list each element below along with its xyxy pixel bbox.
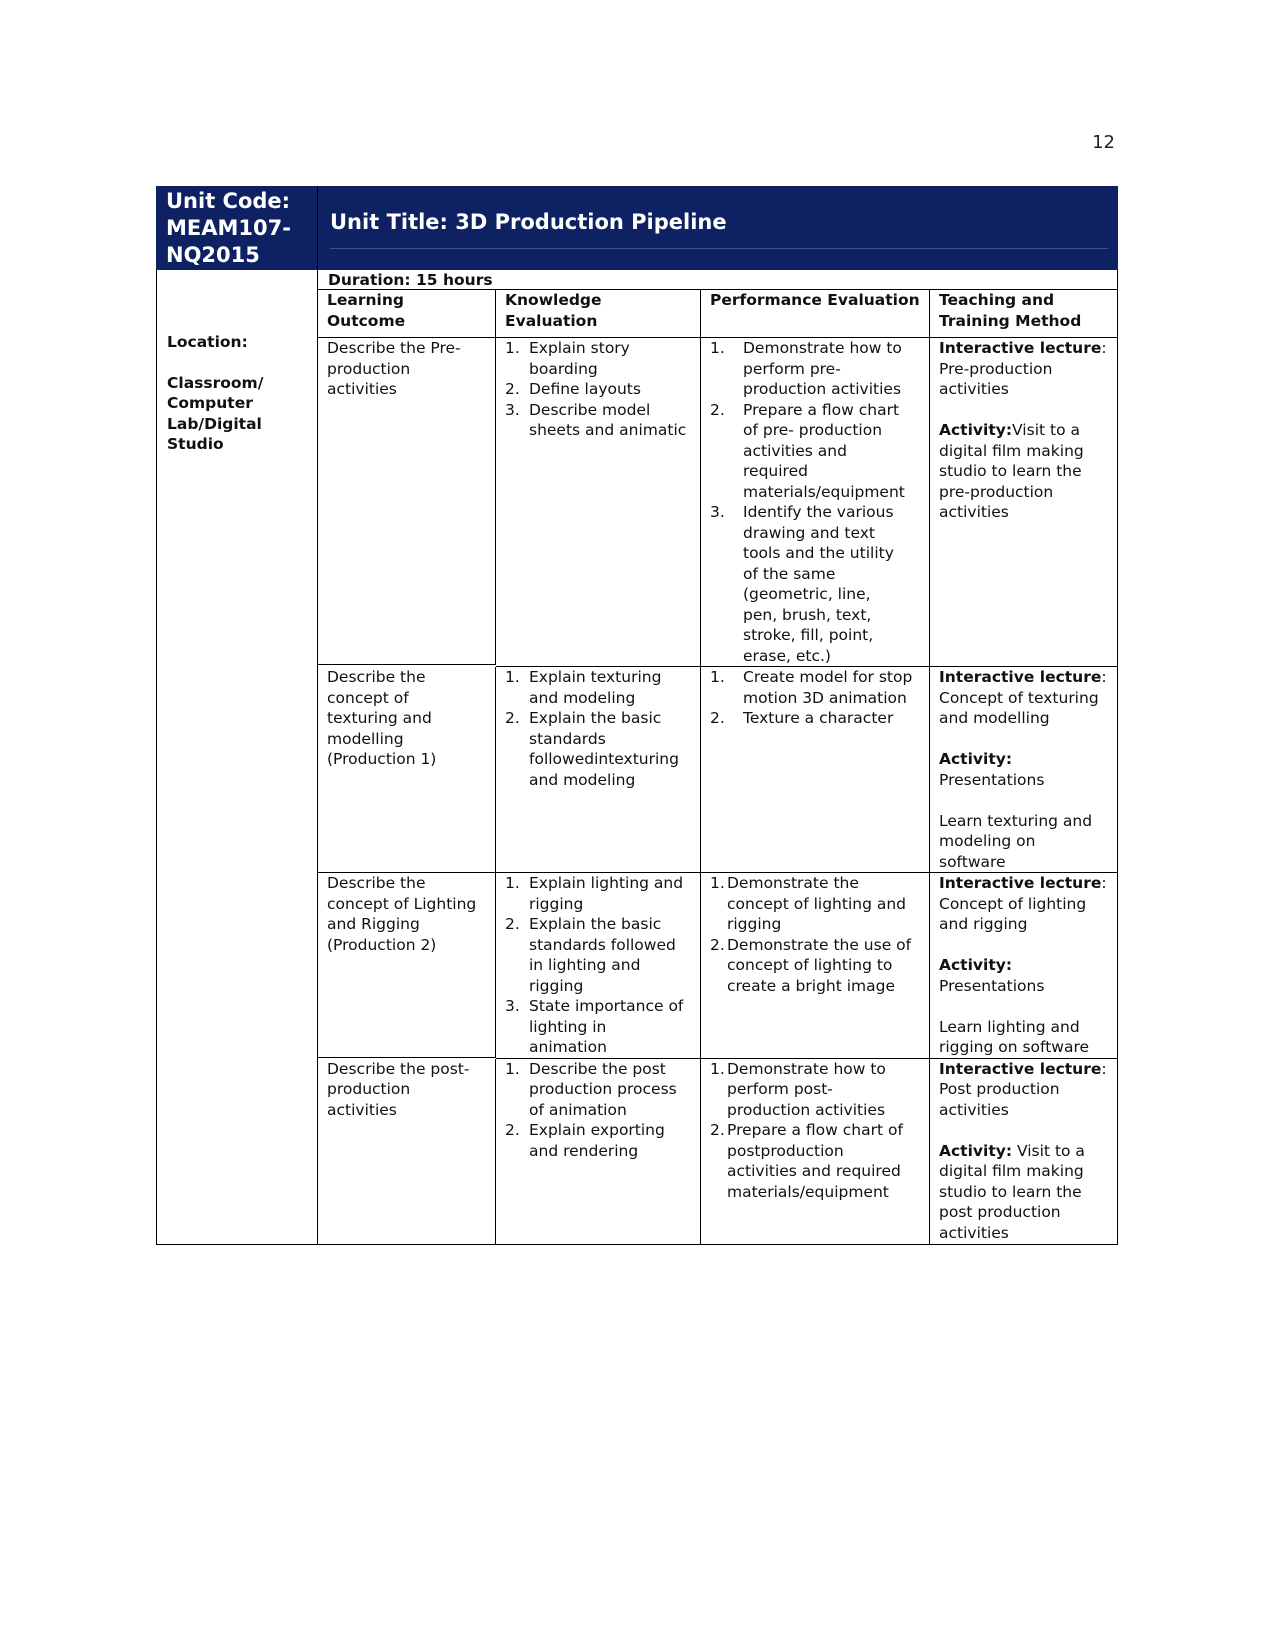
text-line: concept of lighting to xyxy=(727,956,893,974)
text-line: Demonstrate the use of xyxy=(727,935,912,954)
list-item xyxy=(505,400,691,441)
text-line: digital film making xyxy=(939,1162,1084,1180)
list-item xyxy=(505,1120,691,1161)
text-line: and rendering xyxy=(529,1141,639,1160)
text-line: of pre- production xyxy=(743,421,883,439)
list-number: 1. xyxy=(710,1059,725,1078)
performance-cell xyxy=(701,873,930,1059)
list-number: 2. xyxy=(710,709,725,727)
text-line: Visit to a xyxy=(1012,421,1080,439)
method-cell: Interactive lecture: Pre-production activities Activity:Visit to a digital film making studio to learn the pre-production activities xyxy=(930,338,1117,667)
list-number: 2. xyxy=(710,400,725,419)
text-line: production activities xyxy=(743,380,902,398)
outcome-line: concept of xyxy=(327,688,409,707)
text-line: activities xyxy=(939,1223,1009,1242)
text-line: activities xyxy=(939,503,1009,521)
outcome-line: modelling xyxy=(327,729,404,748)
text-line: Demonstrate the xyxy=(727,874,859,892)
list-item xyxy=(505,914,691,996)
title-rule xyxy=(330,248,1108,249)
text-line: materials/equipment xyxy=(743,482,905,501)
list-number: 2. xyxy=(505,915,520,933)
text-line: in lighting and xyxy=(529,956,641,974)
outcome-line: Describe the Pre- xyxy=(327,339,461,357)
text-line: materials/equipment xyxy=(727,1182,889,1201)
list-item xyxy=(710,667,920,708)
text-line: rigging xyxy=(529,976,584,995)
outcome-line: Describe the xyxy=(327,874,426,892)
text-line: digital film making xyxy=(939,441,1084,460)
text-line: software xyxy=(939,852,1006,871)
outcome-cell xyxy=(318,1059,496,1244)
method-cell: Interactive lecture: Concept of lighting and rigging Activity: Presentations Learn lighting and rigging on software xyxy=(930,873,1117,1059)
text-line: of the same xyxy=(743,564,836,583)
outcome-line: concept of Lighting xyxy=(327,894,477,913)
unit-code-line: Unit Code: xyxy=(166,188,291,213)
text-line: Prepare a flow chart of xyxy=(727,1121,903,1139)
text-line: tools and the utility xyxy=(743,544,894,562)
list-item xyxy=(505,1059,691,1121)
unit-code xyxy=(156,186,318,270)
activity-label: Activity: xyxy=(939,421,1013,439)
outcome-line: (Production 2) xyxy=(327,935,437,954)
activity-label: Activity: xyxy=(939,956,1013,974)
table-body xyxy=(156,270,1118,1245)
text-line: rigging on software xyxy=(939,1038,1090,1056)
list-item xyxy=(505,667,691,708)
text-line: required xyxy=(743,462,808,480)
location-line: Lab/Digital xyxy=(167,414,262,433)
list-number: 1. xyxy=(710,874,725,892)
text-line: Presentations xyxy=(939,976,1045,995)
text-line: production process xyxy=(529,1080,677,1098)
list-item xyxy=(710,400,920,503)
text-line: Concept of texturing xyxy=(939,688,1099,707)
text-line: activities xyxy=(939,1100,1009,1119)
text-line: Define layouts xyxy=(529,380,641,398)
outcome-line: (Production 1) xyxy=(327,750,437,768)
location-line: Studio xyxy=(167,435,224,453)
outcome-cell xyxy=(318,667,496,873)
text-line: followedintexturing xyxy=(529,750,679,768)
text-line: Explain exporting xyxy=(529,1121,665,1139)
text-line: rigging xyxy=(529,894,584,913)
text-line: Describe model xyxy=(529,400,651,419)
text-line: Explain story xyxy=(529,339,630,357)
knowledge-cell xyxy=(496,667,701,873)
list-number: 3. xyxy=(505,997,520,1015)
text-line: standards xyxy=(529,729,606,748)
column-header-knowledge: Knowledge Evaluation xyxy=(496,290,701,338)
outcome-line: activities xyxy=(327,380,397,398)
list-number: 2. xyxy=(710,935,725,954)
text-line: (geometric, line, xyxy=(743,585,871,603)
text-line: perform post- xyxy=(727,1080,833,1098)
performance-cell xyxy=(701,338,930,667)
outcome-line: production xyxy=(327,1080,411,1098)
list-item xyxy=(505,338,691,379)
knowledge-cell xyxy=(496,1059,701,1244)
activity-label: Activity: xyxy=(939,750,1013,768)
knowledge-cell xyxy=(496,873,701,1059)
column-header-performance: Performance Evaluation xyxy=(701,290,930,338)
text-line: State importance of xyxy=(529,997,684,1015)
list-number: 1. xyxy=(505,668,520,686)
text-line: Prepare a flow chart xyxy=(743,400,900,419)
text-line: Demonstrate how to xyxy=(743,339,902,357)
outcome-line: texturing and xyxy=(327,709,432,727)
text-line: studio to learn the xyxy=(939,1182,1082,1201)
column-header-method: Teaching and Training Method xyxy=(930,290,1117,338)
list-number: 2. xyxy=(505,380,520,398)
outcome-cell xyxy=(318,338,496,665)
text-line: production activities xyxy=(727,1100,886,1119)
table-header xyxy=(156,186,1118,270)
activity-label: Activity: xyxy=(939,1141,1013,1160)
list-number: 1. xyxy=(505,874,520,892)
text-line: erase, etc.) xyxy=(743,646,831,665)
text-line: postproduction xyxy=(727,1141,844,1160)
text-line: Pre-production xyxy=(939,359,1053,378)
text-line: lighting in xyxy=(529,1017,607,1036)
list-item xyxy=(505,708,691,790)
list-number: 3. xyxy=(710,503,725,521)
text-line: and rigging xyxy=(939,915,1028,933)
location-cell xyxy=(157,270,318,1244)
outcome-line: production xyxy=(327,359,411,378)
page-number: 12 xyxy=(1092,132,1115,153)
text-line: sheets and animatic xyxy=(529,421,687,439)
text-line: activities xyxy=(939,380,1009,398)
text-line: Identify the various xyxy=(743,503,894,521)
location-label: Location: xyxy=(167,333,248,351)
lecture-label: Interactive lecture xyxy=(939,874,1102,892)
outcome-cell xyxy=(318,873,496,1058)
text-line: Explain the basic xyxy=(529,915,662,933)
text-line: standards followed xyxy=(529,935,676,954)
text-line: Texture a character xyxy=(743,709,894,727)
duration: Duration: 15 hours xyxy=(318,270,1117,290)
text-line: pre-production xyxy=(939,482,1054,501)
location-line: Classroom/ xyxy=(167,373,264,392)
text-line: of animation xyxy=(529,1100,627,1119)
text-line: studio to learn the xyxy=(939,462,1082,480)
list-item xyxy=(710,502,920,666)
lecture-label: Interactive lecture xyxy=(939,668,1102,686)
unit-code-line: NQ2015 xyxy=(166,242,260,267)
text-line: drawing and text xyxy=(743,523,875,542)
text-line: stroke, fill, point, xyxy=(743,626,874,644)
text-line: pen, brush, text, xyxy=(743,605,872,624)
main-column xyxy=(318,270,1117,1244)
column-header-outcome: Learning Outcome xyxy=(318,290,496,338)
text-line: create a bright image xyxy=(727,976,896,995)
text-line: Describe the post xyxy=(529,1059,666,1078)
list-item xyxy=(505,873,691,914)
list-item xyxy=(710,708,920,729)
list-number: 3. xyxy=(505,400,520,419)
unit-code-line: MEAM107- xyxy=(166,215,291,240)
text-line: Learn texturing and xyxy=(939,811,1093,830)
list-item xyxy=(505,379,691,400)
outcome-grid xyxy=(318,290,1117,1244)
location-line: Computer xyxy=(167,394,253,412)
outcome-line: Describe the xyxy=(327,668,426,686)
text-line: Create model for stop xyxy=(743,668,913,686)
text-line: Presentations xyxy=(939,770,1045,789)
text-line: activities and required xyxy=(727,1162,901,1180)
lecture-label: Interactive lecture xyxy=(939,1059,1102,1078)
unit-table xyxy=(156,186,1118,1245)
text-line: post production xyxy=(939,1203,1061,1221)
list-number: 1. xyxy=(505,1059,520,1078)
performance-cell xyxy=(701,1059,930,1244)
method-cell: Interactive lecture: Concept of texturing and modelling Activity: Presentations Learn texturing and modeling on software xyxy=(930,667,1117,873)
text-line: and modelling xyxy=(939,709,1050,727)
text-line: and modeling xyxy=(529,688,636,707)
text-line: Explain texturing xyxy=(529,668,662,686)
text-line: activities and xyxy=(743,441,847,460)
text-line: perform pre- xyxy=(743,359,841,378)
text-line: Explain lighting and xyxy=(529,874,684,892)
list-number: 2. xyxy=(505,1121,520,1139)
list-item xyxy=(710,1120,920,1202)
text-line: and modeling xyxy=(529,770,636,789)
text-line: rigging xyxy=(727,915,782,933)
lecture-label: Interactive lecture xyxy=(939,339,1102,357)
performance-cell xyxy=(701,667,930,873)
unit-title: Unit Title: 3D Production Pipeline xyxy=(330,210,727,234)
list-item xyxy=(505,996,691,1058)
list-number: 1. xyxy=(710,339,725,357)
list-number: 2. xyxy=(710,1121,725,1139)
outcome-line: and Rigging xyxy=(327,915,420,933)
text-line: animation xyxy=(529,1038,607,1056)
knowledge-cell xyxy=(496,338,701,667)
text-line: Visit to a xyxy=(1016,1141,1085,1160)
outcome-line: activities xyxy=(327,1100,397,1119)
list-item xyxy=(710,935,920,997)
list-number: 1. xyxy=(505,339,520,357)
text-line: concept of lighting and xyxy=(727,894,907,913)
text-line: boarding xyxy=(529,359,598,378)
text-line: Demonstrate how to xyxy=(727,1059,886,1078)
list-number: 2. xyxy=(505,709,520,727)
text-line: Explain the basic xyxy=(529,709,662,727)
list-item xyxy=(710,873,920,935)
text-line: Learn lighting and xyxy=(939,1017,1080,1036)
outcome-line: Describe the post- xyxy=(327,1059,470,1078)
text-line: Post production xyxy=(939,1080,1060,1098)
list-item xyxy=(710,338,920,400)
list-item xyxy=(710,1059,920,1121)
unit-title-cell xyxy=(318,186,1118,270)
text-line: motion 3D animation xyxy=(743,688,907,707)
text-line: modeling on xyxy=(939,832,1036,850)
method-cell: Interactive lecture: Post production activities Activity: Visit to a digital film making studio to learn the post production activities xyxy=(939,1059,1107,1242)
text-line: Concept of lighting xyxy=(939,894,1087,913)
list-number: 1. xyxy=(710,668,725,686)
